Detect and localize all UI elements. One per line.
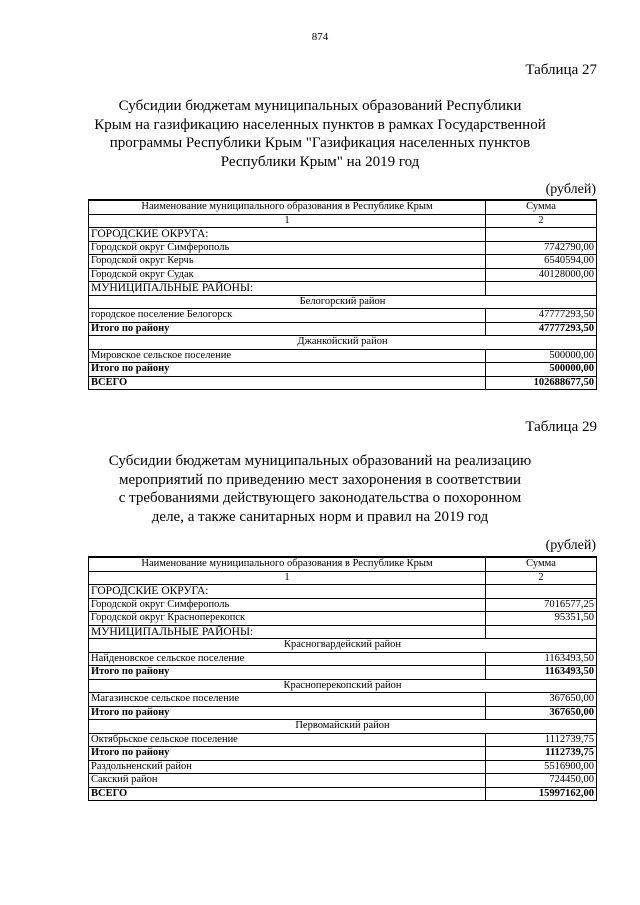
district-row bbox=[89, 720, 597, 734]
district-row bbox=[89, 336, 597, 350]
table-27 bbox=[88, 199, 597, 390]
table-header-row bbox=[89, 557, 597, 571]
row-value-cell: 7016577,25 bbox=[486, 598, 597, 612]
row-value-cell: 6540594,00 bbox=[486, 255, 597, 269]
row-value-cell: 102688677,50 bbox=[486, 376, 597, 390]
row-name-cell: Раздольненский район bbox=[89, 760, 486, 774]
table-27-title bbox=[80, 97, 560, 171]
row-name-cell: ВСЕГО bbox=[89, 376, 486, 390]
total-row bbox=[89, 787, 597, 801]
index-cell: 2 bbox=[486, 571, 597, 585]
table-row bbox=[89, 255, 597, 269]
row-value-cell: 367650,00 bbox=[486, 693, 597, 707]
row-name-cell: Городской округ Судак bbox=[89, 268, 486, 282]
row-name-cell: Городской округ Красноперекопск bbox=[89, 612, 486, 626]
table-29-title bbox=[80, 452, 560, 526]
table-row bbox=[89, 612, 597, 626]
row-name-cell: Итого по району bbox=[89, 666, 486, 680]
row-value-cell: 1163493,50 bbox=[486, 652, 597, 666]
total-row bbox=[89, 747, 597, 761]
total-row bbox=[89, 376, 597, 390]
row-value-cell: 95351,50 bbox=[486, 612, 597, 626]
table-29-label: Таблица 29 bbox=[525, 419, 597, 435]
table-29-unit: (рублей) bbox=[545, 538, 596, 553]
table-header-row bbox=[89, 200, 597, 214]
row-name-cell: Итого по району bbox=[89, 322, 486, 336]
row-name-cell: Сакский район bbox=[89, 774, 486, 788]
table-row bbox=[89, 625, 597, 639]
row-name-cell: Городской округ Керчь bbox=[89, 255, 486, 269]
row-name-cell: Городской округ Симферополь bbox=[89, 598, 486, 612]
table-29 bbox=[88, 556, 597, 801]
table-27-label: Таблица 27 bbox=[525, 62, 597, 78]
row-name-cell: городское поселение Белогорск bbox=[89, 309, 486, 323]
row-name-cell: Магазинское сельское поселение bbox=[89, 693, 486, 707]
row-name-cell: Городской округ Симферополь bbox=[89, 241, 486, 255]
index-cell: 1 bbox=[89, 571, 486, 585]
district-name-cell: Красноперекопский район bbox=[89, 679, 597, 693]
district-name-cell: Белогорский район bbox=[89, 295, 597, 309]
row-name-cell: Октябрьское сельское поселение bbox=[89, 733, 486, 747]
row-name-cell: Найденовское сельское поселение bbox=[89, 652, 486, 666]
row-value-cell bbox=[486, 282, 597, 296]
table-row bbox=[89, 693, 597, 707]
row-name-cell: ГОРОДСКИЕ ОКРУГА: bbox=[89, 585, 486, 599]
title-line: деле, а также санитарных норм и правил на 2019 год bbox=[151, 508, 489, 525]
district-row bbox=[89, 679, 597, 693]
row-value-cell: 15997162,00 bbox=[486, 787, 597, 801]
title-line: Субсидии бюджетам муниципальных образований Республики bbox=[118, 98, 522, 114]
table-row bbox=[89, 282, 597, 296]
header-sum-cell: Сумма bbox=[486, 200, 597, 214]
row-name-cell: МУНИЦИПАЛЬНЫЕ РАЙОНЫ: bbox=[89, 625, 486, 639]
row-value-cell: 1112739,75 bbox=[486, 733, 597, 747]
row-value-cell: 47777293,50 bbox=[486, 322, 597, 336]
table-row bbox=[89, 598, 597, 612]
table-27-unit: (рублей) bbox=[545, 182, 596, 197]
row-value-cell: 500000,00 bbox=[486, 349, 597, 363]
row-value-cell: 724450,00 bbox=[486, 774, 597, 788]
row-value-cell: 500000,00 bbox=[486, 363, 597, 377]
row-value-cell: 5516900,00 bbox=[486, 760, 597, 774]
row-value-cell: 40128000,00 bbox=[486, 268, 597, 282]
row-value-cell bbox=[486, 585, 597, 599]
row-value-cell bbox=[486, 625, 597, 639]
row-value-cell: 47777293,50 bbox=[486, 309, 597, 323]
row-name-cell: Итого по району bbox=[89, 363, 486, 377]
title-line: Субсидии бюджетам муниципальных образований на реализацию bbox=[108, 453, 532, 469]
table-row bbox=[89, 268, 597, 282]
header-name-cell: Наименование муниципального образования в Республике Крым bbox=[89, 557, 486, 571]
header-name-cell: Наименование муниципального образования в Республике Крым bbox=[89, 200, 486, 214]
district-name-cell: Первомайский район bbox=[89, 720, 597, 734]
row-name-cell: Итого по району bbox=[89, 706, 486, 720]
total-row bbox=[89, 322, 597, 336]
row-name-cell: Мировское сельское поселение bbox=[89, 349, 486, 363]
title-line: Республики Крым" на 2019 год bbox=[220, 153, 420, 170]
index-cell: 2 bbox=[486, 214, 597, 228]
district-row bbox=[89, 639, 597, 653]
row-name-cell: МУНИЦИПАЛЬНЫЕ РАЙОНЫ: bbox=[89, 282, 486, 296]
title-line: программы Республики Крым "Газификация населенных пунктов bbox=[109, 135, 531, 151]
district-row bbox=[89, 295, 597, 309]
table-row bbox=[89, 585, 597, 599]
total-row bbox=[89, 363, 597, 377]
table-index-row bbox=[89, 214, 597, 228]
row-value-cell: 1112739,75 bbox=[486, 747, 597, 761]
table-row bbox=[89, 309, 597, 323]
row-value-cell bbox=[486, 228, 597, 242]
row-name-cell: ГОРОДСКИЕ ОКРУГА: bbox=[89, 228, 486, 242]
row-value-cell: 7742790,00 bbox=[486, 241, 597, 255]
row-name-cell: Итого по району bbox=[89, 747, 486, 761]
row-value-cell: 367650,00 bbox=[486, 706, 597, 720]
index-cell: 1 bbox=[89, 214, 486, 228]
table-row bbox=[89, 774, 597, 788]
total-row bbox=[89, 706, 597, 720]
table-row bbox=[89, 228, 597, 242]
table-row bbox=[89, 760, 597, 774]
header-sum-cell: Сумма bbox=[486, 557, 597, 571]
district-name-cell: Красногвардейский район bbox=[89, 639, 597, 653]
title-line: мероприятий по приведению мест захоронения в соответствии bbox=[118, 471, 522, 488]
title-line: с требованиями действующего законодательства о похоронном bbox=[118, 490, 522, 506]
district-name-cell: Джанкойский район bbox=[89, 336, 597, 350]
page-number: 874 bbox=[311, 31, 329, 43]
row-name-cell: ВСЕГО bbox=[89, 787, 486, 801]
table-row bbox=[89, 652, 597, 666]
row-value-cell: 1163493,50 bbox=[486, 666, 597, 680]
title-line: Крым на газификацию населенных пунктов в рамках Государственной bbox=[94, 116, 546, 133]
table-row bbox=[89, 349, 597, 363]
table-row bbox=[89, 733, 597, 747]
table-row bbox=[89, 241, 597, 255]
table-index-row bbox=[89, 571, 597, 585]
total-row bbox=[89, 666, 597, 680]
